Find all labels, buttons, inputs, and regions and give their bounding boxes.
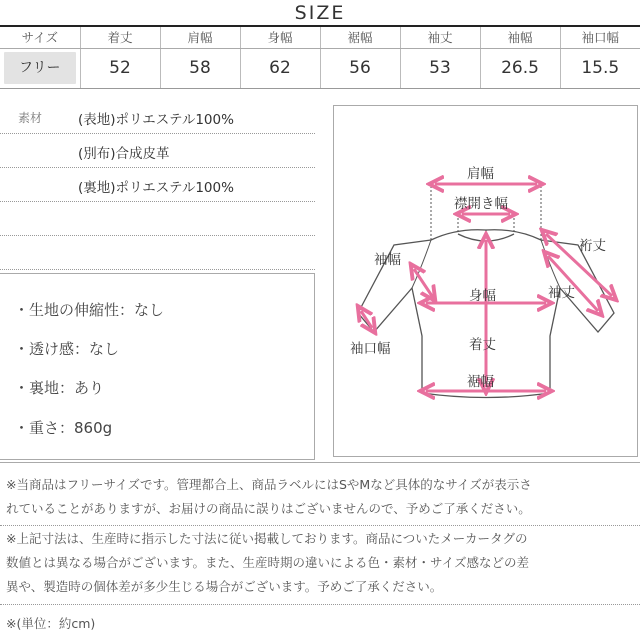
value-sleeve-length: 53 — [400, 48, 480, 88]
label-chest: 身幅 — [469, 288, 496, 304]
measurement-diagram — [333, 105, 638, 457]
note-free-size-2: れていることがありますが、お届けの商品に誤りはございませんので、予めご了承ください。 — [6, 501, 531, 516]
notes-section — [0, 462, 640, 631]
size-table — [0, 27, 640, 89]
value-chest: 62 — [240, 48, 320, 88]
material-lining: (裏地)ポリエステル100% — [78, 180, 234, 196]
note-measure-1: ※上記寸法は、生産時に指示した寸法に従い掲載しております。商品についたメーカータグの — [6, 531, 528, 546]
header-sleeve-length: 袖丈 — [400, 27, 480, 48]
size-table-header-row — [0, 27, 640, 48]
header-chest: 身幅 — [240, 27, 320, 48]
label-cuff: 袖口幅 — [350, 341, 391, 357]
material-row-sub — [0, 134, 315, 168]
label-sleeve-width: 袖幅 — [374, 252, 401, 268]
material-sub: (別布)合成皮革 — [78, 146, 170, 162]
material-outer: (表地)ポリエステル100% — [78, 112, 234, 128]
note-measure-2: 数値とは異なる場合がございます。また、生産時期の違いによる色・素材・サイズ感などの差 — [6, 555, 530, 570]
fabric-properties — [0, 273, 315, 460]
label-length: 着丈 — [469, 337, 496, 353]
property-stretch: ・生地の伸縮性：なし — [14, 301, 165, 319]
label-shoulder: 肩幅 — [467, 166, 494, 182]
value-length: 52 — [80, 48, 160, 88]
row-size-cell — [0, 48, 80, 88]
label-raglan: 裄丈 — [579, 238, 606, 254]
size-table-row — [0, 48, 640, 88]
header-sleeve-width: 袖幅 — [480, 27, 560, 48]
label-neck: 襟開き幅 — [454, 196, 508, 212]
material-row-empty-2 — [0, 236, 315, 270]
value-hem: 56 — [320, 48, 400, 88]
note-unit: ※(単位：約cm) — [6, 616, 96, 631]
header-size: サイズ — [0, 27, 80, 48]
value-cuff-width: 15.5 — [560, 48, 640, 88]
value-sleeve-width: 26.5 — [480, 48, 560, 88]
material-row-empty-1 — [0, 202, 315, 236]
note-separator-1 — [0, 525, 640, 526]
header-hem: 裾幅 — [320, 27, 400, 48]
arrow-sleeve-width — [414, 269, 432, 296]
note-free-size-1: ※当商品はフリーサイズです。管理都合上、商品ラベルにはSやMなど具体的なサイズが表示さ — [6, 477, 532, 492]
note-measure-3: 異や、製造時の個体差が多少生じる場合がございます。予めご了承ください。 — [6, 579, 443, 594]
header-shoulder: 肩幅 — [160, 27, 240, 48]
note-separator-2 — [0, 604, 640, 605]
material-row-outer — [0, 100, 315, 134]
material-label: 素材 — [18, 111, 43, 125]
garment-illustration — [334, 106, 639, 458]
property-sheerness: ・透け感：なし — [14, 340, 120, 358]
property-lining: ・裏地：あり — [14, 379, 105, 397]
row-size-label: フリー — [4, 52, 76, 84]
value-shoulder: 58 — [160, 48, 240, 88]
material-row-lining — [0, 168, 315, 202]
label-sleeve-length: 袖丈 — [548, 285, 575, 301]
label-hem: 裾幅 — [467, 374, 494, 390]
page-title: SIZE — [294, 2, 346, 24]
property-weight: ・重さ：860g — [14, 419, 113, 437]
header-length: 着丈 — [80, 27, 160, 48]
header-cuff-width: 袖口幅 — [560, 27, 640, 48]
